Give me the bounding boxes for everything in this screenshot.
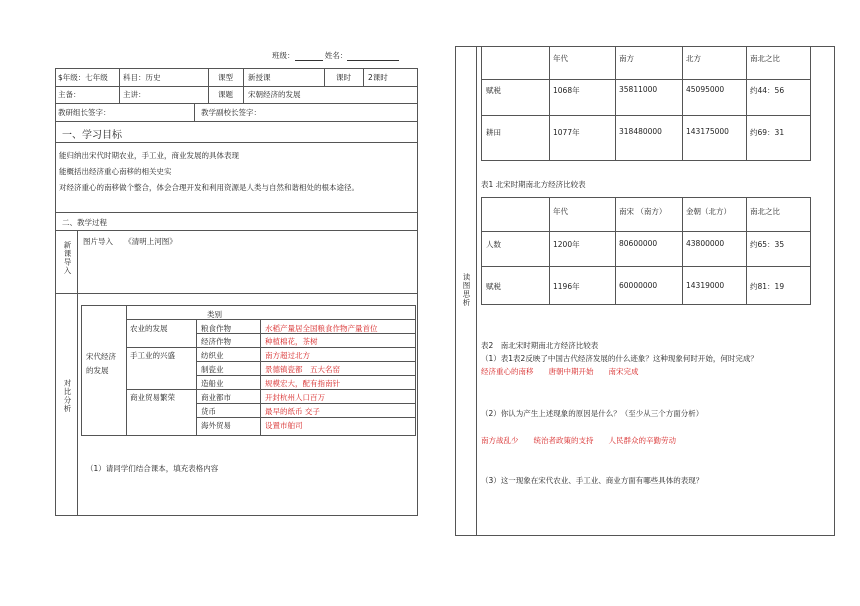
t2-r2-south: 60000000	[619, 281, 658, 290]
ans-city[interactable]: 开封杭州人口百万	[265, 393, 325, 402]
t2-r2-label: 赋税	[486, 282, 501, 291]
name-blank[interactable]	[347, 52, 399, 61]
t2-h-north: 金朝（北方）	[686, 207, 731, 216]
vice-sign: 教学副校长签字：	[201, 108, 261, 117]
t1-h-north: 北方	[686, 54, 701, 63]
ans-grain[interactable]: 水稻产量居全国粮食作物产量首位	[265, 324, 378, 333]
t2-h-year: 年代	[553, 207, 568, 216]
table-2-caption: 表2 南北宋时期南北方经济比较表	[481, 341, 599, 350]
cat-shipbuilding: 造船业	[201, 379, 224, 388]
cat-cash-crop: 经济作物	[201, 337, 231, 346]
ans-shipbuilding[interactable]: 规模宏大，配有指南针	[265, 379, 340, 388]
instruction-text: （1）请同学们结合课本，填充表格内容	[86, 464, 219, 473]
t2-r2-year: 1196年	[553, 282, 580, 291]
topic-value: 宋朝经济的发展	[248, 90, 301, 99]
t2-r1-label: 人数	[486, 240, 501, 249]
right-sheet	[455, 46, 835, 536]
goals-title: 一、学习目标	[62, 130, 122, 141]
ans-currency[interactable]: 最早的纸币 交子	[265, 407, 320, 416]
cat-overseas: 海外贸易	[201, 421, 231, 430]
t1-r1-label: 赋税	[486, 86, 501, 95]
group-sign: 教研组长签字：	[58, 108, 111, 117]
group-name-trade: 商业贸易繁荣	[130, 393, 175, 402]
t2-r1-north: 43800000	[686, 239, 725, 248]
question-1: （1）表1表2反映了中国古代经济发展的什么迹象？这种现象何时开始，何时完成？	[481, 354, 758, 363]
table-2	[481, 197, 811, 305]
question-2: （2）你认为产生上述现象的原因是什么？（至少从三个方面分析）	[481, 409, 704, 418]
t1-r1-ratio: 约44：56	[750, 86, 785, 95]
ans-overseas[interactable]: 设置市舶司	[265, 421, 303, 430]
name-label: 姓名：	[324, 51, 348, 60]
cat-grain: 粮食作物	[201, 324, 231, 333]
goal-1: 能归纳出宋代时期农业，手工业，商业发展的具体表现	[59, 151, 239, 160]
cat-textile: 纺织业	[201, 351, 224, 360]
cat-porcelain: 制瓷业	[201, 365, 224, 374]
period-value: 2课时	[368, 73, 388, 82]
group-name-craft: 手工业的兴盛	[130, 351, 175, 360]
side-label: 读图思析	[462, 273, 471, 307]
process-title: 二、教学过程	[62, 218, 107, 227]
cat-currency: 货币	[201, 407, 216, 416]
comparison-grid	[81, 305, 416, 436]
intro-label: 新课导入	[63, 241, 72, 275]
t1-h-south: 南方	[619, 54, 634, 63]
type-value: 新授课	[248, 73, 271, 82]
ans-porcelain[interactable]: 景德镇瓷都 五大名窑	[265, 365, 340, 374]
goal-3: 对经济重心的南移做个整合，体会合理开发和利用资源是人类与自然和谐相处的根本途径。	[59, 183, 359, 192]
group-name-agri: 农业的发展	[130, 324, 168, 333]
compare-label: 对比分析	[63, 379, 72, 413]
inner-left-label: 宋代经济的发展	[86, 352, 116, 375]
cat-header: 类别	[207, 310, 222, 319]
info-row-1	[56, 69, 417, 87]
t2-r1-year: 1200年	[553, 240, 580, 249]
t2-h-south: 南宋 （南方）	[619, 207, 667, 216]
ans-textile[interactable]: 南方超过北方	[265, 351, 310, 360]
t1-r2-label: 耕田	[486, 128, 501, 137]
t1-r2-ratio: 约69：31	[750, 128, 785, 137]
answer-2[interactable]: 南方战乱少 统治者政策的支持 人民群众的辛勤劳动	[481, 436, 676, 445]
t2-h-ratio: 南北之比	[750, 207, 780, 216]
t1-r2-north: 143175000	[686, 127, 729, 136]
t2-r1-ratio: 约65：35	[750, 240, 785, 249]
info-row-3	[56, 103, 417, 122]
t2-r1-south: 80600000	[619, 239, 658, 248]
topic-label: 课题	[218, 90, 233, 99]
ans-cash-crop[interactable]: 种植棉花，茶树	[265, 337, 318, 346]
class-name-line	[272, 50, 399, 61]
speaker-cell: 主讲：	[123, 90, 146, 99]
info-row-2	[56, 86, 417, 104]
type-label: 课型	[218, 73, 233, 82]
t1-r2-south: 318480000	[619, 127, 662, 136]
class-label: 班级：	[272, 51, 295, 60]
answer-1[interactable]: 经济重心的南移 唐朝中期开始 南宋完成	[481, 367, 639, 376]
t1-r1-year: 1068年	[553, 86, 580, 95]
question-3: （3）这一现象在宋代农业、手工业、商业方面有哪些具体的表现？	[481, 476, 704, 485]
t1-h-ratio: 南北之比	[750, 54, 780, 63]
period-label: 课时	[336, 73, 351, 82]
grade-cell: $年级：七年级	[58, 73, 108, 82]
t2-r2-north: 14319000	[686, 281, 725, 290]
left-sheet	[55, 68, 418, 516]
t1-r1-south: 35811000	[619, 85, 658, 94]
subject-cell: 科目：历史	[123, 73, 161, 82]
goal-2: 能概括出经济重心南移的相关史实	[59, 167, 172, 176]
class-blank[interactable]	[295, 52, 323, 61]
table-1-caption: 表1 北宋时期南北方经济比较表	[481, 180, 586, 189]
t1-r1-north: 45095000	[686, 85, 725, 94]
t1-r2-year: 1077年	[553, 128, 580, 137]
cat-city: 商业都市	[201, 393, 231, 402]
host-cell: 主备：	[58, 90, 81, 99]
intro-text: 图片导入 《清明上河图》	[83, 237, 177, 246]
t2-r2-ratio: 约81：19	[750, 282, 785, 291]
t1-h-year: 年代	[553, 54, 568, 63]
table-1	[481, 47, 811, 161]
